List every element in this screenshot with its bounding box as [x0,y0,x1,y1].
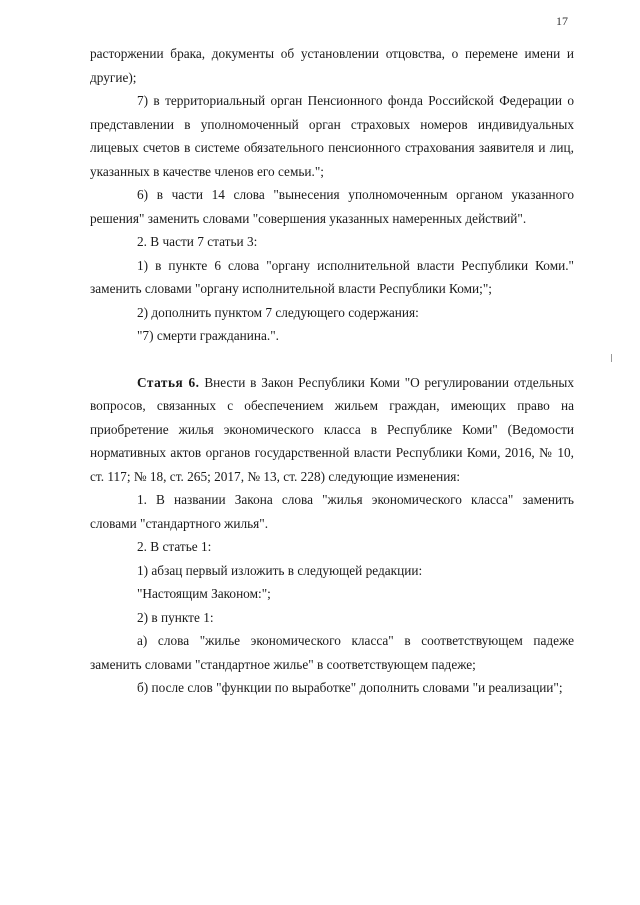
document-body [90,42,574,700]
paragraph-quote-7: "7) смерти гражданина.". [137,328,279,343]
paragraph-change-1: 1. В названии Закона слова "жилья экономического класса" заменить словами "стандартного жилья". [90,492,574,531]
paragraph-change-2-2: 2) в пункте 1: [137,609,214,625]
scan-mark [611,354,612,362]
article-6-label: Статья 6. [137,374,200,390]
paragraph-continuation: расторжении брака, документы об установлении отцовства, о перемене имени и другие); [90,46,574,85]
paragraph-subitem-1: 1) в пункте 6 слова "органу исполнительной власти Республики Коми." заменить словами "органу исполнительной власти Республики Коми;"; [90,257,574,296]
paragraph-change-2-heading: 2. В статье 1: [137,539,212,554]
paragraph-change-2-1: 1) абзац первый изложить в следующей редакции: [137,562,423,578]
paragraph-item-6: 6) в части 14 слова "вынесения уполномоченным органом указанного решения" заменить словами "совершения указанных намеренных действий". [90,187,574,226]
paragraph-change-b: б) после слов "функции по выработке" дополнить словами "и реализации"; [137,680,563,695]
section-gap [90,348,574,371]
article-6-text: Внести в Закон Республики Коми "О регулировании отдельных вопросов, связанных с обеспечением жильем граждан, имеющих право на приобретение жилья экономического класса в Республике Коми" (Ведомости нормативных актов органов государственной власти Республики Коми, 2016, № 10, ст. 117; № 18, ст. 265; 2017, № 13, ст. 228) следующие изменения: [90,374,575,484]
paragraph-quote-law: "Настоящим Законом:"; [137,586,271,601]
paragraph-change-a: а) слова "жилье экономического класса" в соответствующем падеже заменить словами "стандартное жилье" в соответствующем падеже; [90,633,574,672]
paragraph-subitem-2: 2) дополнить пунктом 7 следующего содержания: [137,304,419,320]
page-number: 17 [556,14,568,28]
paragraph-item-7: 7) в территориальный орган Пенсионного фонда Российской Федерации о представлении в уполномоченный орган страховых номеров индивидуальных лицевых счетов в системе обязательного пенсионного страхования заявителя и лиц, указанных в качестве членов его семьи."; [90,93,574,179]
article-6-paragraph [90,371,574,489]
paragraph-part-7-heading: 2. В части 7 статьи 3: [137,234,258,249]
